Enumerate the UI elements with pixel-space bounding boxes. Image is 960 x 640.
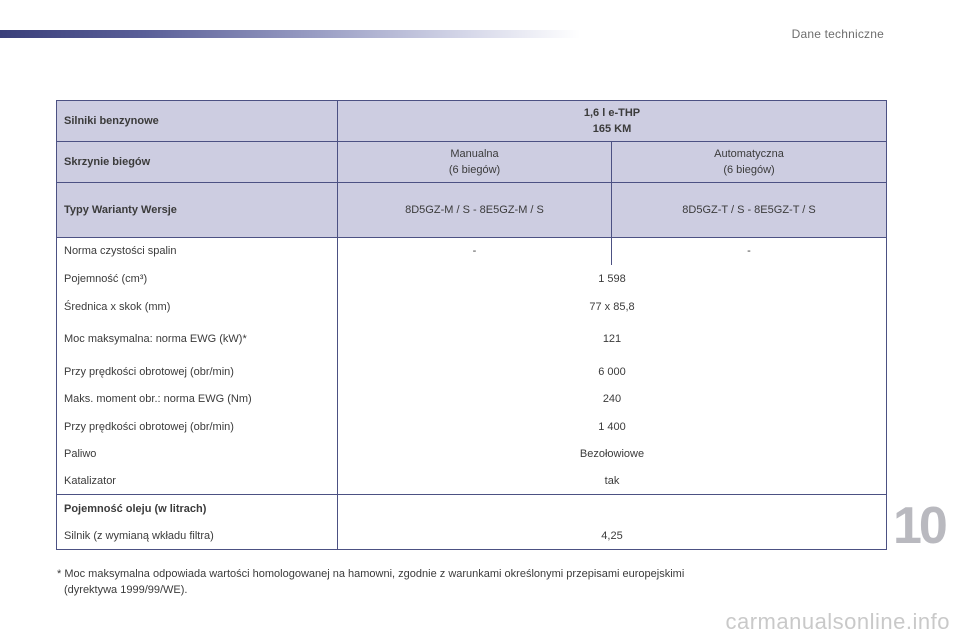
footnote-line2: (dyrektywa 1999/99/WE). [64,584,188,596]
gearbox-auto-line2: (6 biegów) [723,164,775,176]
row-label: Maks. moment obr.: norma EWG (Nm) [57,386,338,413]
row-value: 6 000 [598,365,626,378]
row-label: Pojemność (cm³) [57,265,338,293]
row-value: 77 x 85,8 [589,300,635,313]
row-label: Norma czystości spalin [57,238,338,265]
types-label: Typy Warianty Wersje [57,183,338,238]
row-label: Moc maksymalna: norma EWG (kW)* [57,321,338,358]
table-row [57,523,887,550]
oil-section-label: Pojemność oleju (w litrach) [57,495,338,523]
engine-spec-table [56,100,887,550]
gearbox-auto-line1: Automatyczna [714,148,784,160]
types-auto: 8D5GZ-T / S - 8E5GZ-T / S [612,183,887,238]
table-row [57,238,887,265]
row-label: Średnica x skok (mm) [57,293,338,321]
row-label: Przy prędkości obrotowej (obr/min) [57,413,338,441]
table-row [57,358,887,386]
section-title: Dane techniczne [791,27,884,41]
table-row [57,413,887,441]
table-row [57,293,887,321]
engine-value-line1: 1,6 l e-THP [583,107,641,119]
row-label: Katalizator [57,468,338,495]
row-value: 240 [602,393,622,405]
oil-section-empty [338,495,887,523]
row-value-auto: - [747,245,751,258]
engine-header-row [57,101,887,142]
row-value-manual: - [338,238,612,265]
row-value: Bezołowiowe [579,448,645,460]
table-row [57,386,887,413]
gearbox-manual-line1: Manualna [450,148,499,160]
oil-row-label: Silnik (z wymianą wkładu filtra) [57,523,338,550]
gearbox-manual-line2: (6 biegów) [448,164,501,176]
gearbox-label: Skrzynie biegów [57,142,338,183]
row-label: Przy prędkości obrotowej (obr/min) [57,358,338,386]
table-row [57,265,887,293]
oil-section-row [57,495,887,523]
header-accent-bar [0,30,580,38]
gearbox-header-row [57,142,887,183]
row-value: 121 [602,333,622,345]
engine-value-line2: 165 KM [592,123,632,135]
gearbox-auto [612,142,887,183]
types-header-row [57,183,887,238]
row-value: tak [604,474,620,487]
table-row [57,441,887,468]
table-row [57,468,887,495]
row-value: 1 598 [598,272,626,285]
row-value: 1 400 [598,420,626,433]
row-label: Paliwo [57,441,338,468]
table-row [57,321,887,358]
engine-value [338,101,887,142]
watermark: carmanualsonline.info [725,609,950,634]
footnote [57,566,817,598]
chapter-number: 10 [893,497,945,555]
engine-label: Silniki benzynowe [57,101,338,142]
oil-row-value: 4,25 [601,529,623,542]
types-manual: 8D5GZ-M / S - 8E5GZ-M / S [338,183,612,238]
gearbox-manual [338,142,612,183]
footnote-line1: * Moc maksymalna odpowiada wartości homologowanej na hamowni, zgodnie z warunkami określonymi przepisami europejskimi [57,568,685,580]
